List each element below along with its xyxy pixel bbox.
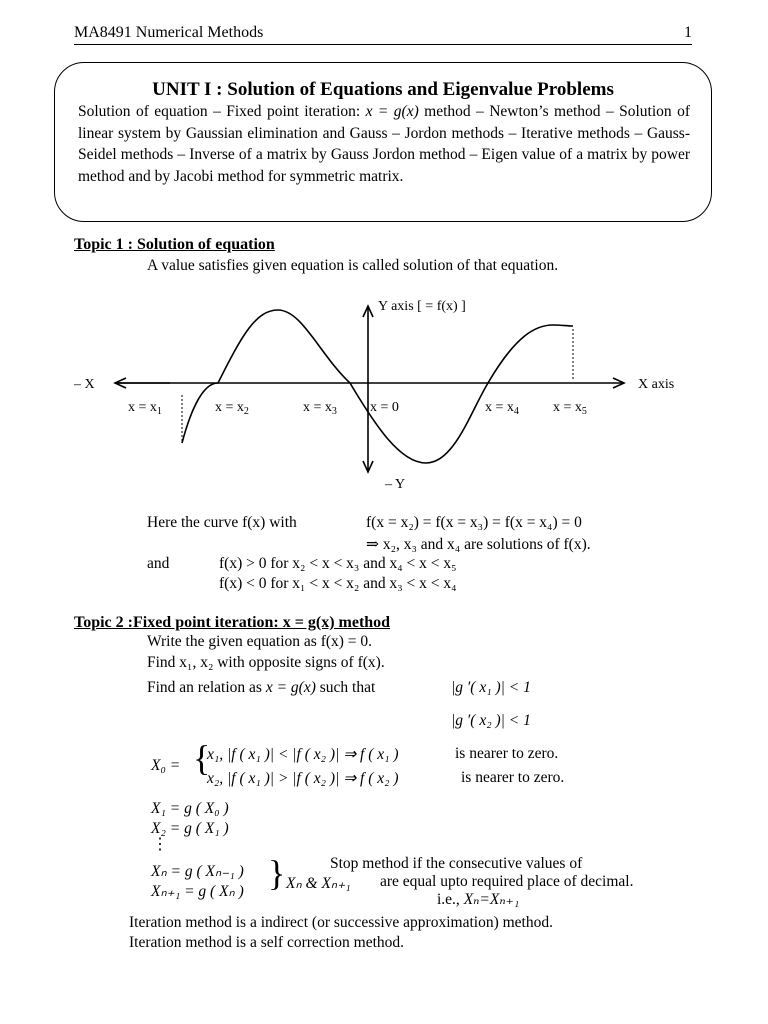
iteration-xn1: Xₙ₊₁ = g ( Xₙ ) — [151, 883, 244, 900]
y-axis-label: Y axis [ = f(x) ] — [378, 299, 466, 314]
stop-rule-3: i.e., Xₙ=Xₙ₊₁ — [437, 891, 520, 908]
unit-title: UNIT I : Solution of Equations and Eigenvalue Problems — [152, 79, 614, 100]
note-zeros: f(x = x₂) = f(x = x₃) = f(x = x₄) = 0 — [366, 514, 582, 531]
x0-case2-tail: is nearer to zero. — [461, 769, 565, 786]
x-label-x3: $x = x_3$ — [303, 400, 337, 417]
iteration-xn: Xₙ = g ( Xₙ₋₁ ) — [151, 863, 244, 880]
iteration-x1: X₁ = g ( X₀ ) — [151, 800, 229, 817]
x-label-x5: $x = x_5$ — [553, 400, 587, 417]
iteration-x2: X₂ = g ( X₁ ) — [151, 820, 229, 837]
course-title: MA8491 Numerical Methods — [74, 24, 264, 41]
remark-indirect: Iteration method is a indirect (or successive approximation) method. — [129, 914, 553, 931]
x-axis-label: X axis — [638, 377, 675, 392]
iteration-brace: } — [268, 853, 286, 893]
note-and: and — [147, 555, 170, 572]
note-curve-intro: Here the curve f(x) with — [147, 514, 297, 531]
unit-desc-part1: Solution of equation – Fixed point iteration: — [78, 103, 366, 120]
topic1-definition: A value satisfies given equation is called solution of that equation. — [147, 257, 559, 274]
note-negative: f(x) < 0 for x₁ < x < x₂ and x₃ < x < x₄ — [219, 575, 457, 592]
stop-rule-2: are equal upto required place of decimal. — [380, 873, 634, 890]
page-header — [74, 24, 692, 45]
condition-g-x2: |g ′( x₂ )| < 1 — [451, 712, 531, 729]
stop-rule-1: Stop method if the consecutive values of — [330, 855, 583, 872]
x0-case1-tail: is nearer to zero. — [455, 745, 559, 762]
topic2-heading: Topic 2 :Fixed point iteration: x = g(x) method — [74, 614, 391, 631]
x-label-x1: $x = x_1$ — [128, 400, 162, 417]
x-label-x2: $x = x_2$ — [215, 400, 249, 417]
topic1-heading: Topic 1 : Solution of equation — [74, 236, 275, 253]
step-find-relation: Find an relation as x = g(x) such that — [147, 679, 376, 696]
function-curve — [182, 310, 573, 463]
x-label-0: x = 0 — [370, 400, 399, 415]
page-number: 1 — [684, 24, 692, 41]
x0-case2: x₂, |f ( x₁ )| > |f ( x₂ )| ⇒ f ( x₂ ) — [207, 770, 399, 787]
x0-case1: x₁, |f ( x₁ )| < |f ( x₂ )| ⇒ f ( x₁ ) — [207, 746, 399, 763]
note-positive: f(x) > 0 for x₂ < x < x₃ and x₄ < x < x₅ — [219, 555, 457, 572]
neg-x-label: – X — [74, 377, 95, 392]
neg-y-label: – Y — [385, 477, 406, 492]
stop-pair: Xₙ & Xₙ₊₁ — [286, 875, 351, 892]
remark-self-correction: Iteration method is a self correction method. — [129, 934, 405, 951]
condition-g-x1: |g ′( x₁ )| < 1 — [451, 679, 531, 696]
step-write-equation: Write the given equation as f(x) = 0. — [147, 633, 373, 650]
x-label-x4: $x = x_4$ — [485, 400, 519, 417]
unit-description — [78, 101, 690, 187]
note-solutions: ⇒ x₂, x₃ and x₄ are solutions of f(x). — [366, 536, 591, 553]
x0-brace: { — [193, 738, 211, 778]
x0-lhs: X₀ = — [151, 757, 181, 774]
iteration-dots: ⋮ — [152, 836, 168, 853]
function-graph — [70, 295, 710, 500]
unit-desc-part2: method – Newton’s method – Solution of linear system by Gaussian elimination and Gauss – Jordon methods – Iterative methods – Gauss-Seidel methods – Inverse of a matrix by Gauss Jordon method – Eigen value of a matrix by power method and by Jacobi method for symmetric matrix. — [78, 103, 690, 185]
step-find-x1-x2: Find x₁, x₂ with opposite signs of f(x). — [147, 654, 385, 671]
unit-desc-math: x = g(x) — [365, 103, 419, 120]
